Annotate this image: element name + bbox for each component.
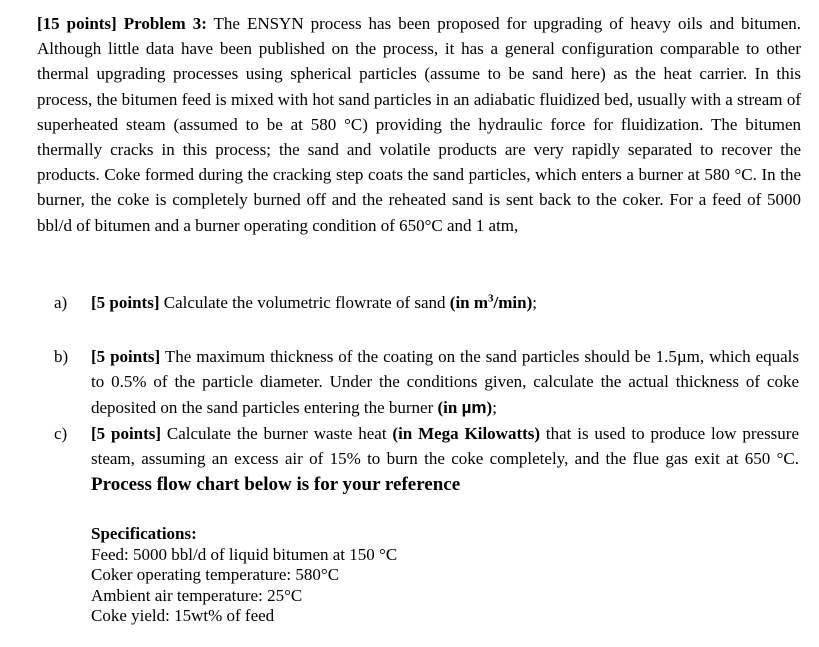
spec-item: Ambient air temperature: 25°C xyxy=(91,585,303,605)
question-c-label: c) xyxy=(54,424,68,443)
question-b-body: [5 points] The maximum thickness of the coating on the sand particles should be 1.5µm, which equals to 0.5% of the particle diameter. Under the conditions given, calculate the actual thickness of coke deposited on the sand particles entering the burner (in µm); xyxy=(91,347,800,417)
problem-statement xyxy=(37,11,801,238)
problem-text: The ENSYN process has been proposed for upgrading of heavy oils and bitumen. Although little data have been published on the process, it has a general configuration comparable to other thermal upgrading processes using spherical particles (assume to be sand here) as the heat carrier. In this process, the bitumen feed is mixed with hot sand particles in an adiabatic fluidized bed, usually with a stream of superheated steam (assumed to be at 580 °C) providing the hydraulic force for fluidization. The bitumen thermally cracks in this process; the sand and volatile products are very rapidly separated to recover the products. Coke formed during the cracking step coats the sand particles, which enters a burner at 580 °C. In the burner, the coke is completely burned off and the reheated sand is sent back to the coker. For a feed of 5000 bbl/d of bitumen and a burner operating condition of 650°C and 1 atm, xyxy=(37,14,802,235)
question-c-body xyxy=(91,421,799,497)
spec-item: Coke yield: 15wt% of feed xyxy=(91,606,275,626)
question-b-text: The maximum thickness of the coating on the sand particles should be 1.5µm, which equals to 0.5% of the particle diameter. Under the conditions given, calculate the actual thickness of coke deposited on the sand particles entering the burner xyxy=(91,347,800,417)
problem-points: [15 points] xyxy=(37,14,117,33)
question-b-label: b) xyxy=(54,347,69,366)
specifications-title: Specifications: xyxy=(91,524,197,543)
question-a-unit: (in $m^3/\min$) xyxy=(449,292,533,312)
question-a-body: [5 points] Calculate the volumetric flowrate of sand (in $m^3/\min$); xyxy=(91,292,538,312)
spec-item: Coker operating temperature: 580°C xyxy=(91,565,340,585)
flow-chart-reference: Process flow chart below is for your reference xyxy=(91,473,461,495)
question-c-text-before: Calculate the burner waste heat xyxy=(166,424,387,443)
question-c-unit: (in Mega Kilowatts) xyxy=(392,424,541,443)
spec-item: Feed: 5000 bbl/d of liquid bitumen at 150 °C xyxy=(91,544,398,564)
question-c-text-after: that is used to produce low pressure steam, assuming an excess air of 15% to burn the coke completely, and the flue gas exit at 650 °C. xyxy=(91,424,800,469)
question-a-text: Calculate the volumetric flowrate of sand xyxy=(163,293,446,312)
question-a-label: a) xyxy=(54,293,68,312)
question-b-points: [5 points] xyxy=(91,347,161,366)
problem-label: Problem 3: xyxy=(123,14,207,33)
question-c xyxy=(54,421,799,497)
specifications xyxy=(91,524,397,627)
question-a-points: [5 points] xyxy=(91,293,160,312)
question-a xyxy=(54,290,799,315)
question-c-points: [5 points] xyxy=(91,424,162,443)
question-b xyxy=(54,344,799,420)
question-b-unit: (in µm) xyxy=(437,397,493,417)
